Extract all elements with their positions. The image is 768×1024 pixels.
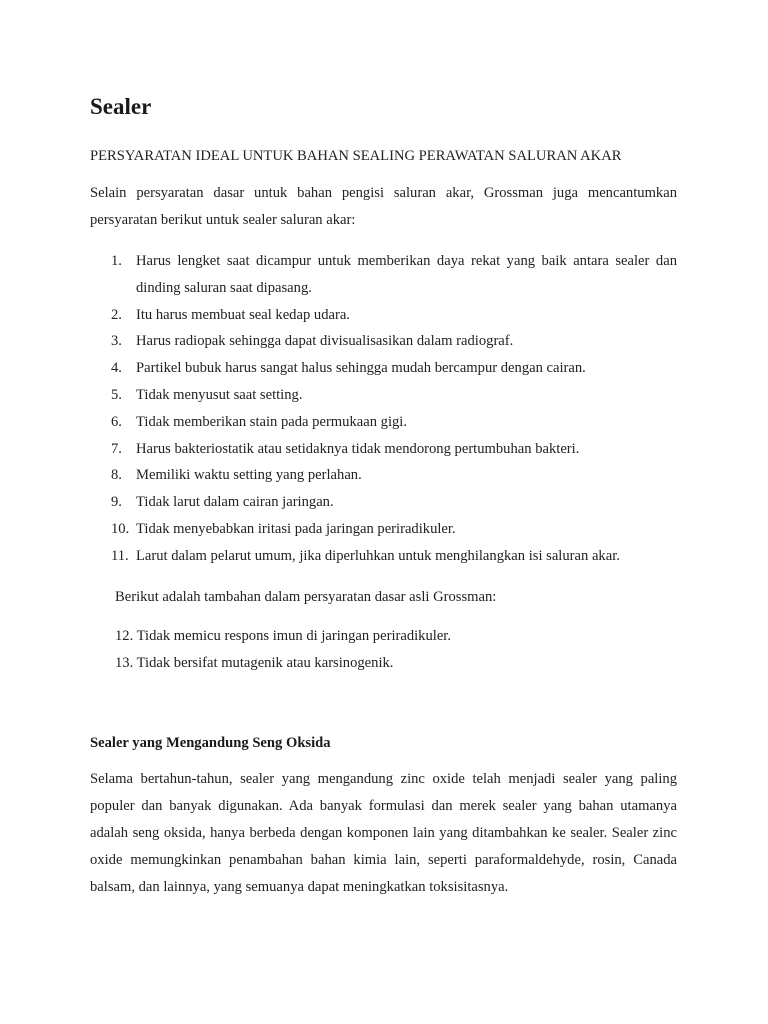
list-item-text: Larut dalam pelarut umum, jika diperluhkan untuk menghilangkan isi saluran akar.: [136, 547, 620, 564]
list-item: [111, 543, 677, 570]
page-subtitle: PERSYARATAN IDEAL UNTUK BAHAN SEALING PERAWATAN SALURAN AKAR: [90, 148, 622, 164]
list-item-text: Tidak memberikan stain pada permukaan gigi.: [136, 413, 408, 430]
list-item: [111, 355, 677, 382]
list-item-number: 10.: [111, 520, 130, 537]
list-item: [111, 302, 677, 329]
list-item-number: 1.: [111, 253, 122, 269]
list-item: [111, 436, 677, 463]
list-item-text: Tidak menyebabkan iritasi pada jaringan periradikuler.: [136, 520, 456, 537]
list-item: [111, 489, 677, 516]
list-item-number: 2.: [111, 306, 122, 323]
list-item-text: Harus bakteriostatik atau setidaknya tidak mendorong pertumbuhan bakteri.: [136, 440, 580, 457]
list-item: 12. Tidak memicu respons imun di jaringan periradikuler.: [115, 628, 452, 644]
list-item-text: Tidak larut dalam cairan jaringan.: [136, 494, 334, 511]
list-item-text: Partikel bubuk harus sangat halus sehingga mudah bercampur dengan cairan.: [136, 360, 586, 377]
intro-paragraph: Selain persyaratan dasar untuk bahan pengisi saluran akar, Grossman juga mencantumkan persyaratan berikut untuk sealer saluran akar:: [90, 185, 677, 228]
list-item-text: Tidak menyusut saat setting.: [136, 386, 303, 403]
section-paragraph: Selama bertahun-tahun, sealer yang mengandung zinc oxide telah menjadi sealer yang paling populer dan banyak digunakan. Ada banyak formulasi dan merek sealer yang bahan utamanya adalah seng oksida, hanya berbeda dengan komponen lain yang ditambahkan ke sealer. Sealer zinc oxide memungkinkan penambahan bahan kimia lain, seperti paraformaldehyde, rosin, Canada balsam, dan lainnya, yang semuanya dapat meningkatkan toksisitasnya.: [90, 771, 677, 895]
list-item-text: Harus lengket saat dicampur untuk memberikan daya rekat yang baik antara sealer dan dinding saluran saat dipasang.: [136, 253, 677, 296]
section-heading: Sealer yang Mengandung Seng Oksida: [90, 735, 331, 751]
additions-note: Berikut adalah tambahan dalam persyaratan dasar asli Grossman:: [115, 589, 497, 605]
list-item-text: Harus radiopak sehingga dapat divisualisasikan dalam radiograf.: [136, 333, 514, 350]
list-item: [111, 516, 677, 543]
list-item: [111, 462, 677, 489]
list-item-number: 6.: [111, 413, 122, 430]
list-item-number: 5.: [111, 386, 122, 403]
list-item-text: Memiliki waktu setting yang perlahan.: [136, 467, 362, 484]
list-item: [111, 409, 677, 436]
list-item-number: 4.: [111, 360, 122, 377]
list-item-number: 8.: [111, 467, 122, 484]
page-title: Sealer: [90, 94, 152, 119]
list-item: [111, 328, 677, 355]
list-item-number: 3.: [111, 333, 122, 350]
list-item: [111, 248, 677, 302]
list-item-number: 9.: [111, 494, 122, 511]
list-item-number: 11.: [111, 547, 129, 564]
list-item-number: 7.: [111, 440, 122, 457]
requirements-list: [111, 248, 677, 570]
list-item: [111, 382, 677, 409]
list-item: 13. Tidak bersifat mutagenik atau karsinogenik.: [115, 655, 394, 671]
additions-list: [115, 623, 451, 677]
list-item-text: Itu harus membuat seal kedap udara.: [136, 306, 350, 323]
